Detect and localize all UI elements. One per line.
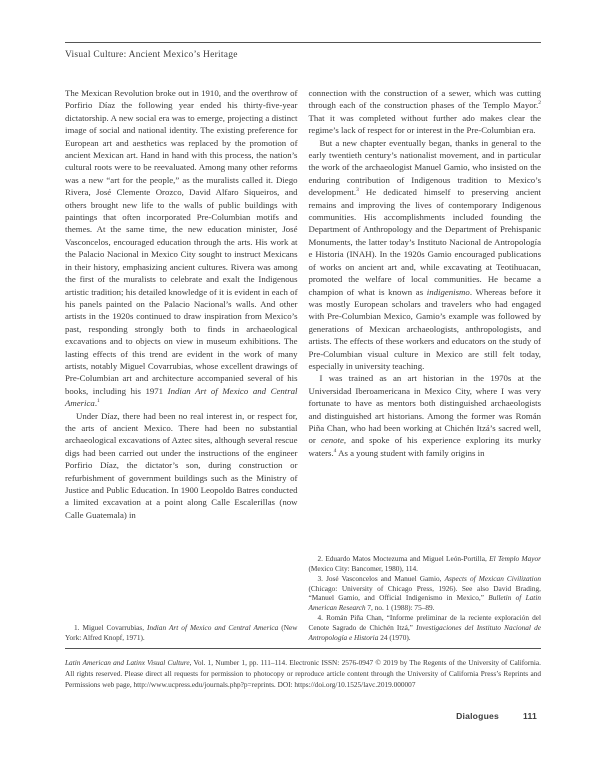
paragraph	[65, 410, 298, 522]
text-run: 2. Eduardo Matos Moctezuma and Miguel León-Portilla,	[317, 553, 490, 563]
text-run: He dedicated himself to preserving ancient remains and improving the lives of contemporary Indigenous communities. His accomplishments included founding the Department of Anthropology and the Department of Prehispanic Monuments, the latter today’s Instituto Nacional de Antropología e Historia (INAH). In the 1920s Gamio encouraged publications of works on ancient art and, while excavating at Teotihuacan, promoted the welfare of local communities. He became a champion of what is known as	[308, 187, 541, 297]
footnote-reference: 2	[538, 100, 541, 107]
right-column-body	[309, 87, 542, 459]
footnote-reference: 1	[97, 398, 100, 405]
text-run: (New York: Alfred Knopf, 1971).	[65, 623, 298, 643]
running-head: Visual Culture: Ancient Mexico’s Heritage	[65, 50, 238, 60]
text-run: connection with the construction of a sewer, which was cutting through each of the construction phases of the Templo Mayor.	[308, 88, 541, 111]
text-run: 4. Román Piña Chan, “Informe preliminar de la reciente exploración del Cenote Sagrado de Chichén Itzá,”	[308, 613, 541, 633]
text-run: . Whereas before it was mostly European scholars and travelers who had engaged with Pre-Columbian Mexico, Gamio’s example was followed by generations of Mexican archaeologists, anthropologists, and artists. The effects of these workers and educators on the study of Pre-Columbian visual culture in Mexico are still felt today, especially in university teaching.	[308, 286, 541, 371]
paragraph	[65, 87, 298, 410]
italic-text: El Templo Mayor	[489, 553, 541, 563]
paragraph	[309, 372, 542, 459]
footnote	[309, 574, 542, 614]
italic-text: cenote	[320, 435, 344, 446]
text-run: .	[94, 398, 98, 409]
footnote	[309, 554, 542, 574]
text-run: 3. José Vasconcelos and Manuel Gamio,	[317, 573, 445, 583]
footnote	[309, 613, 542, 643]
copyright-imprint	[65, 657, 541, 691]
text-run: , Vol. 1, Number 1, pp. 111–114. Electronic ISSN: 2576-0947 © 2019 by The Regents of the University of California. All rights reserved. Please direct all requests for permission to photocopy or reproduce article content through the University of California Press’s Reprints and Permissions web page, http://www.ucpress.edu/journals.php?p=reprints. DOI: https://doi.org/10.1525/lavc.2019.000007	[65, 658, 541, 690]
text-run: , and spoke of his experience exploring its murky waters.	[308, 435, 541, 458]
text-run: The Mexican Revolution broke out in 1910, and the overthrow of Porfirio Díaz the following year ended his thirty-five-year dictatorship. A new social era was to emerge, projecting a distinct image of social and national identity. The existing preference for European art and aesthetics was replaced by the promotion of ancient Mexican art. Hand in hand with this process, the nation’s cultural roots were to be reevaluated. Among many other reforms was a new “art for the people,” as the muralists called it. Diego Rivera, José Clemente Orozco, David Alfaro Siqueiros, and others brought new life to the walls of public buildings with paintings that often incorporated Pre-Columbian motifs and themes. At the same time, the new education minister, José Vasconcelos, encouraged education through the arts. His work at the Palacio Nacional in Mexico City sought to instruct Mexicans in their history, emphasizing ancient cultures. Rivera was among the first of the muralists to celebrate and exalt the Indigenous artistic tradition; his detailed knowledge of it is evident in each of his panels painted on the Palacio Nacional’s walls. And other artists in the 1920s continued to draw inspiration from Mexico’s past, responding strongly both to finds in archaeological excavations and to objects on view in museum exhibitions. The lasting effects of this trend are evident in the work of many artists, notably Miguel Covarrubias, whose excellent drawings of Pre-Columbian art and architecture accompanied several of his books, including his 1971	[65, 88, 298, 396]
page-number: 111	[523, 711, 537, 721]
italic-text: Indian Art of Mexico and Central America	[65, 385, 298, 409]
italic-text: Latin American and Latinx Visual Culture	[65, 658, 190, 667]
text-run: 24 (1970).	[378, 633, 411, 643]
text-columns	[65, 87, 541, 646]
left-column	[65, 87, 298, 646]
right-column-footnotes	[309, 554, 542, 643]
folio	[456, 711, 537, 721]
text-run: I was trained as an art historian in the 1970s at the Universidad Iberoamericana in Mexico City, where I was very fortunate to have as mentors both distinguished archaeologists and distinguished art historians. Among the former was Román Piña Chan, who had been working at Chichén Itzá’s sacred well, or	[308, 373, 541, 446]
header-rule	[65, 42, 541, 43]
text-run: 7, no. 1 (1988): 75–89.	[365, 603, 435, 613]
italic-text: Bulletin of Latin American Research	[308, 593, 541, 613]
italic-text: Indian Art of Mexico and Central America	[147, 623, 279, 633]
paragraph	[309, 87, 542, 137]
footnote	[65, 623, 298, 643]
left-column-body	[65, 87, 298, 521]
right-column	[309, 87, 542, 646]
text-run: Under Díaz, there had been no real interest in, or respect for, the arts of ancient Mexico. There had been no substantial archaeological excavations of Aztec sites, although several rescue digs had been carried out under the instructions of the engineer Porfirio Díaz, the dictator’s son, during construction or refurbishment of government buildings such as the Ministry of Justice and Public Education. In 1900 Leopoldo Batres conducted a limited excavation at a point along Calle Escalerillas (now Calle Guatemala) in	[65, 410, 298, 520]
italic-text: indigenismo	[426, 286, 470, 297]
text-run: 1. Miguel Covarrubias,	[74, 623, 148, 633]
footer-rule	[65, 648, 541, 649]
text-run: But a new chapter eventually began, thanks in general to the early twentieth century’s nationalist movement, and in particular the work of the archaeologist Manuel Gamio, who insisted on the enduring contribution of Indigenous tradition to Mexico’s development.	[308, 137, 541, 198]
text-run: (Mexico City: Bancomer, 1980), 114.	[308, 563, 418, 573]
paragraph	[309, 137, 542, 373]
left-column-footnotes	[65, 623, 298, 643]
italic-text: Investigaciones del Instituto Nacional de Antropología e Historia	[308, 623, 541, 643]
footnote-reference: 4	[333, 447, 337, 454]
text-run: (Chicago: University of Chicago Press, 1926). See also David Brading, “Manuel Gamio, and Official Indigenismo in Mexico,”	[308, 583, 541, 603]
italic-text: Aspects of Mexican Civilization	[444, 573, 541, 583]
text-run: That it was completed without further ado makes clear the regime’s lack of respect for or interest in the Pre-Columbian era.	[308, 112, 541, 136]
footnote-reference: 3	[356, 187, 359, 194]
section-label: Dialogues	[456, 711, 499, 721]
text-run: As a young student with family origins in	[336, 447, 485, 458]
